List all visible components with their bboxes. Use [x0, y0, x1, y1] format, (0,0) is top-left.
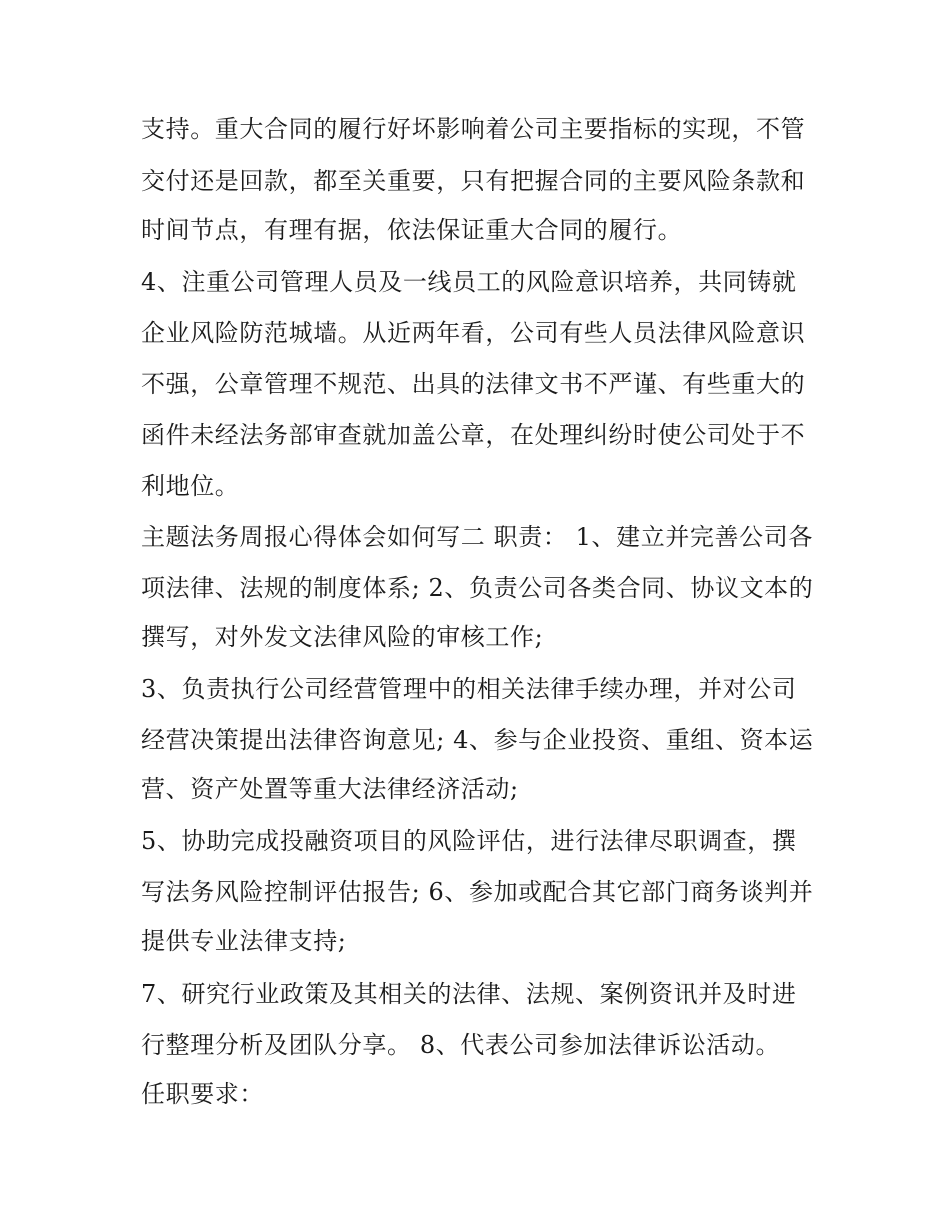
text-line-11: 撰写，对外发文法律风险的审核工作;	[141, 623, 544, 651]
text-line-6: 不强，公章管理不规范、出具的法律文书不严谨、有些重大的	[141, 370, 806, 398]
text-line-1: 支持。重大合同的履行好坏影响着公司主要指标的实现，不管	[141, 115, 806, 143]
text-line-14: 营、资产处置等重大法律经济活动;	[141, 775, 519, 803]
text-line-12: 3、负责执行公司经营管理中的相关法律手续办理，并对公司	[141, 675, 797, 703]
text-line-3: 时间节点，有理有据，依法保证重大合同的履行。	[141, 216, 683, 244]
text-line-15: 5、协助完成投融资项目的风险评估，进行法律尽职调查，撰	[141, 827, 797, 855]
text-line-20: 任职要求：	[141, 1080, 264, 1108]
text-line-4: 4、注重公司管理人员及一线员工的风险意识培养，共同铸就	[141, 268, 797, 296]
text-line-17: 提供专业法律支持;	[141, 927, 347, 955]
text-line-5: 企业风险防范城墙。从近两年看，公司有些人员法律风险意识	[141, 319, 806, 347]
text-line-18: 7、研究行业政策及其相关的法律、法规、案例资讯并及时进	[141, 980, 797, 1008]
text-line-8: 利地位。	[141, 472, 240, 500]
text-line-13: 经营决策提出法律咨询意见; 4、参与企业投资、重组、资本运	[141, 726, 814, 754]
text-line-2: 交付还是回款，都至关重要，只有把握合同的主要风险条款和	[141, 167, 806, 195]
text-line-9: 主题法务周报心得体会如何写二 职责： 1、建立并完善公司各	[141, 523, 813, 551]
text-line-7: 函件未经法务部审查就加盖公章，在处理纠纷时使公司处于不	[141, 421, 806, 449]
text-line-10: 项法律、法规的制度体系; 2、负责公司各类合同、协议文本的	[141, 574, 814, 602]
text-line-19: 行整理分析及团队分享。 8、代表公司参加法律诉讼活动。	[141, 1031, 781, 1059]
text-line-16: 写法务风险控制评估报告; 6、参加或配合其它部门商务谈判并	[141, 878, 814, 906]
